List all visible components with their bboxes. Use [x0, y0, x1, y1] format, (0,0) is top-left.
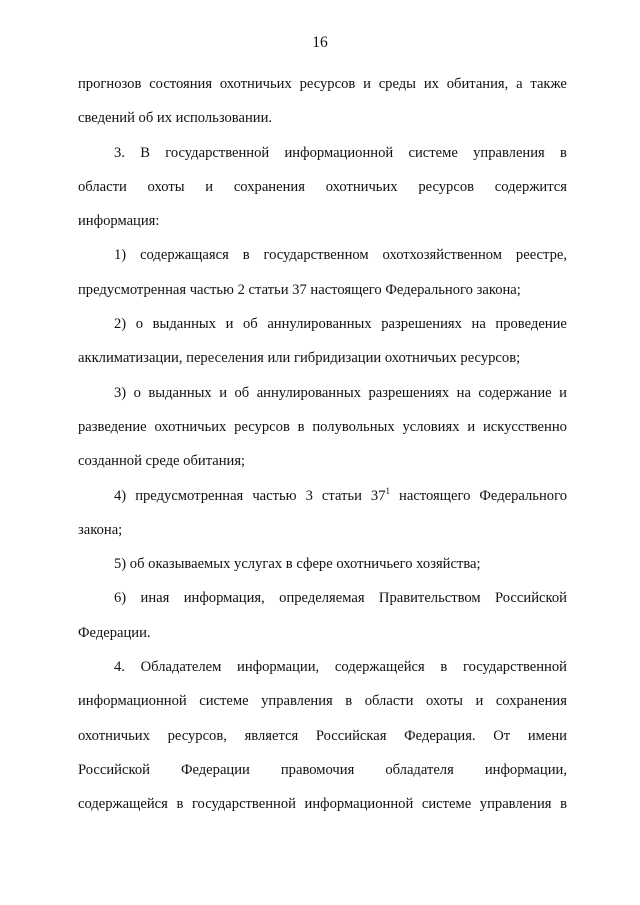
- word: 1): [114, 247, 127, 264]
- word: и: [559, 384, 567, 401]
- word: а: [516, 76, 523, 92]
- word: реестре,: [515, 247, 567, 264]
- word: имени: [527, 727, 567, 744]
- word: об: [242, 316, 258, 333]
- word: в: [242, 247, 250, 264]
- word: охотничьих: [78, 727, 150, 744]
- word: системе: [408, 144, 458, 161]
- word: 3.: [114, 144, 125, 161]
- word: информация,: [183, 590, 265, 607]
- article-reference: [371, 486, 390, 520]
- word: их: [423, 76, 439, 92]
- word: 4.: [114, 659, 125, 676]
- word: предусмотренная: [135, 487, 244, 504]
- word: Российской: [495, 590, 567, 607]
- word: системе: [199, 693, 249, 710]
- word: Российской: [78, 761, 150, 778]
- text-line: [78, 726, 567, 760]
- word: статьи: [321, 487, 362, 504]
- word: управления: [261, 693, 333, 710]
- word: в: [345, 693, 353, 710]
- word: правомочия: [280, 761, 355, 778]
- word: и: [205, 178, 214, 195]
- word: на: [471, 316, 486, 333]
- word: 6): [114, 590, 127, 607]
- word: информационной: [284, 144, 394, 161]
- word: разрешениях: [381, 316, 462, 333]
- word: в: [440, 659, 448, 676]
- word: разрешениях: [368, 384, 450, 401]
- word: обладателя: [385, 761, 454, 778]
- word: ресурсов,: [167, 727, 227, 744]
- word: охотничьих: [219, 76, 292, 92]
- word: информационной: [78, 693, 187, 710]
- word: 2): [114, 316, 127, 333]
- word: информационной: [304, 796, 414, 813]
- text-line: [78, 760, 567, 794]
- word: и: [363, 76, 371, 92]
- list-item-3-line: [78, 383, 567, 417]
- word: области: [364, 693, 414, 710]
- page-number: 16: [312, 34, 328, 51]
- word: частью: [252, 487, 297, 504]
- word: Федерации: [180, 761, 250, 778]
- word: в: [176, 796, 184, 813]
- word: в: [297, 418, 305, 435]
- word: сохранения: [233, 178, 305, 195]
- text-line: [78, 691, 567, 725]
- article-superscript: 1: [385, 485, 391, 496]
- word: 3): [114, 384, 127, 401]
- list-item-1-line: [78, 245, 567, 279]
- word: охотничьих: [325, 178, 398, 195]
- word: В: [140, 144, 150, 161]
- word: охотничьих: [154, 418, 227, 435]
- text-line: Федерации.: [78, 624, 151, 641]
- word: государственной: [462, 659, 567, 676]
- text-line: созданной среде обитания;: [78, 453, 246, 470]
- word: иная: [140, 590, 170, 607]
- paragraph-4-line: [78, 657, 567, 691]
- word: Российская: [315, 727, 387, 744]
- text-line: [78, 177, 567, 211]
- word: содержащейся: [334, 659, 425, 676]
- word: Федерация.: [404, 727, 476, 744]
- word: содержание: [478, 384, 552, 401]
- word: состояния: [149, 76, 213, 92]
- text-line: [78, 74, 567, 108]
- word: государственной: [165, 144, 270, 161]
- word: Обладателем: [140, 659, 222, 676]
- word: охоты: [426, 693, 463, 710]
- document-body: [78, 74, 567, 829]
- word: обитания,: [446, 76, 509, 92]
- text-line: акклиматизации, переселения или гибридизации охотничьих ресурсов;: [78, 350, 521, 367]
- word: в: [560, 796, 567, 813]
- word: настоящего: [399, 487, 471, 504]
- word: среды: [378, 76, 416, 92]
- word: определяемая: [279, 590, 365, 607]
- article-number: 37: [370, 487, 386, 504]
- word: проведение: [495, 316, 567, 333]
- word: полувольных: [312, 418, 395, 435]
- word: искусственно: [482, 418, 567, 435]
- word: информации,: [237, 659, 320, 676]
- text-line: [78, 794, 567, 828]
- word: выданных: [148, 384, 212, 401]
- word: условиях: [402, 418, 460, 435]
- word: системе: [421, 796, 472, 813]
- word: Правительством: [378, 590, 481, 607]
- text-line: закона;: [78, 521, 123, 538]
- word: ресурсов: [299, 76, 356, 92]
- word: о: [135, 316, 144, 333]
- word: От: [493, 727, 511, 744]
- word: и: [225, 316, 234, 333]
- word: содержащаяся: [140, 247, 229, 264]
- word: аннулированных: [267, 316, 372, 333]
- list-item-2-line: [78, 314, 567, 348]
- word: Федерального: [479, 487, 567, 504]
- word: государственном: [263, 247, 369, 264]
- word: области: [78, 178, 127, 195]
- word: информации,: [484, 761, 567, 778]
- word: государственной: [191, 796, 296, 813]
- word: 4): [114, 487, 127, 504]
- word: и: [219, 384, 228, 401]
- word: является: [244, 727, 299, 744]
- word: разведение: [78, 418, 147, 435]
- list-item-6-line: [78, 588, 567, 622]
- word: содержащейся: [78, 796, 168, 813]
- word: прогнозов: [78, 76, 142, 92]
- word: о: [133, 384, 141, 401]
- word: 3: [305, 487, 313, 504]
- word: и: [475, 693, 484, 710]
- word: охоты: [147, 178, 185, 195]
- word: на: [456, 384, 471, 401]
- text-line: [78, 417, 567, 451]
- word: в: [560, 144, 567, 161]
- list-item-4-line: [78, 486, 567, 520]
- text-line: информация:: [78, 213, 160, 230]
- word: аннулированных: [256, 384, 362, 401]
- word: ресурсов: [418, 178, 475, 195]
- word: выданных: [152, 316, 216, 333]
- word: ресурсов: [234, 418, 290, 435]
- word: сохранения: [495, 693, 567, 710]
- text-line: сведений об их использовании.: [78, 110, 273, 127]
- word: содержится: [494, 178, 567, 195]
- word: и: [467, 418, 476, 435]
- paragraph-3-line: [78, 143, 567, 177]
- word: также: [530, 76, 567, 92]
- text-line: предусмотренная частью 2 статьи 37 настоящего Федерального закона;: [78, 281, 521, 298]
- word: об: [234, 384, 250, 401]
- word: управления: [479, 796, 552, 813]
- word: управления: [473, 144, 545, 161]
- word: охотхозяйственном: [382, 247, 503, 264]
- list-item-5-line: 5) об оказываемых услугах в сфере охотничьего хозяйства;: [114, 556, 481, 573]
